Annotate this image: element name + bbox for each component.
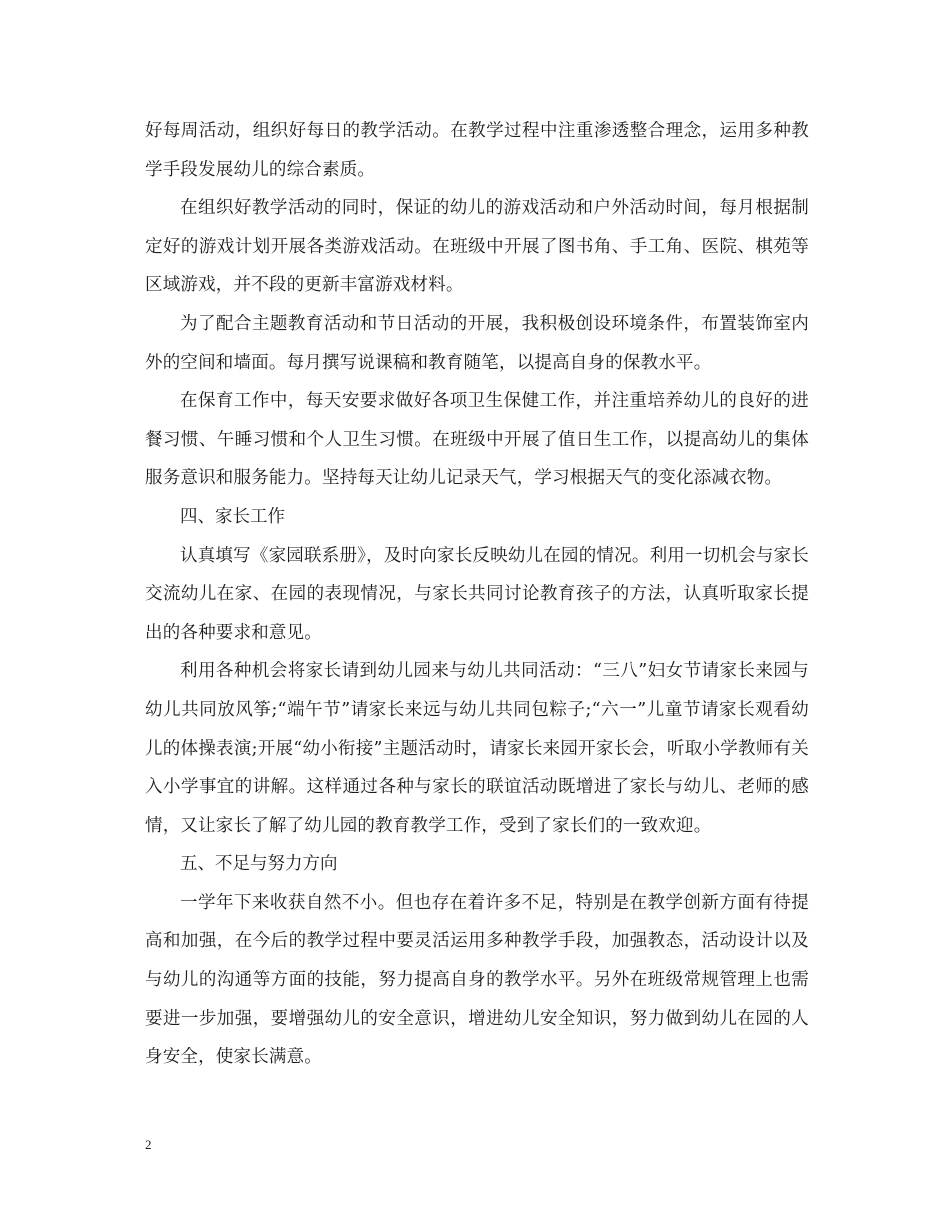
paragraph-7: 一学年下来收获自然不小。但也存在着许多不足，特别是在教学创新方面有待提高和加强，在今后的教学过程中要灵活运用多种教学手段，加强教态，活动设计以及与幼儿的沟通等方面的技能，努力提高自身的教学水平。另外在班级常规管理上也需要进一步加强，要增强幼儿的安全意识，增进幼儿安全知识，努力做到幼儿在园的人身安全，使家长满意。 [145, 892, 809, 1068]
paragraph-2: 在组织好教学活动的同时，保证的幼儿的游戏活动和户外活动时间，每月根据制定好的游戏计划开展各类游戏活动。在班级中开展了图书角、手工角、医院、棋苑等区域游戏，并不段的更新丰富游戏材料。 [145, 198, 809, 296]
paragraph-4: 在保育工作中，每天安要求做好各项卫生保健工作，并注重培养幼儿的良好的进餐习惯、午睡习惯和个人卫生习惯。在班级中开展了值日生工作，以提高幼儿的集体服务意识和服务能力。坚持每天让幼儿记录天气，学习根据天气的变化添减衣物。 [145, 391, 809, 489]
document-body [145, 112, 809, 1077]
section-heading-parent-work: 四、家长工作 [180, 506, 285, 527]
paragraph-6: 利用各种机会将家长请到幼儿园来与幼儿共同活动：“三八”妇女节请家长来园与幼儿共同放风筝;“端午节”请家长来远与幼儿共同包粽子;“六一”儿童节请家长观看幼儿的体操表演;开展“幼小衔接”主题活动时，请家长来园开家长会，听取小学教师有关入小学事宜的讲解。这样通过各种与家长的联谊活动既增进了家长与幼儿、老师的感情，又让家长了解了幼儿园的教育教学工作，受到了家长们的一致欢迎。 [145, 661, 809, 836]
section-heading-shortcomings: 五、不足与努力方向 [180, 854, 338, 875]
paragraph-1: 好每周活动，组织好每日的教学活动。在教学过程中注重渗透整合理念，运用多种教学手段发展幼儿的综合素质。 [145, 121, 809, 180]
paragraph-3: 为了配合主题教育活动和节日活动的开展，我积极创设环境条件，布置装饰室内外的空间和墙面。每月撰写说课稿和教育随笔，以提高自身的保教水平。 [145, 313, 809, 373]
page-number: 2 [145, 1137, 152, 1152]
paragraph-5: 认真填写《家园联系册》，及时向家长反映幼儿在园的情况。利用一切机会与家长交流幼儿在家、在园的表现情况，与家长共同讨论教育孩子的方法，认真听取家长提出的各种要求和意见。 [145, 545, 809, 643]
